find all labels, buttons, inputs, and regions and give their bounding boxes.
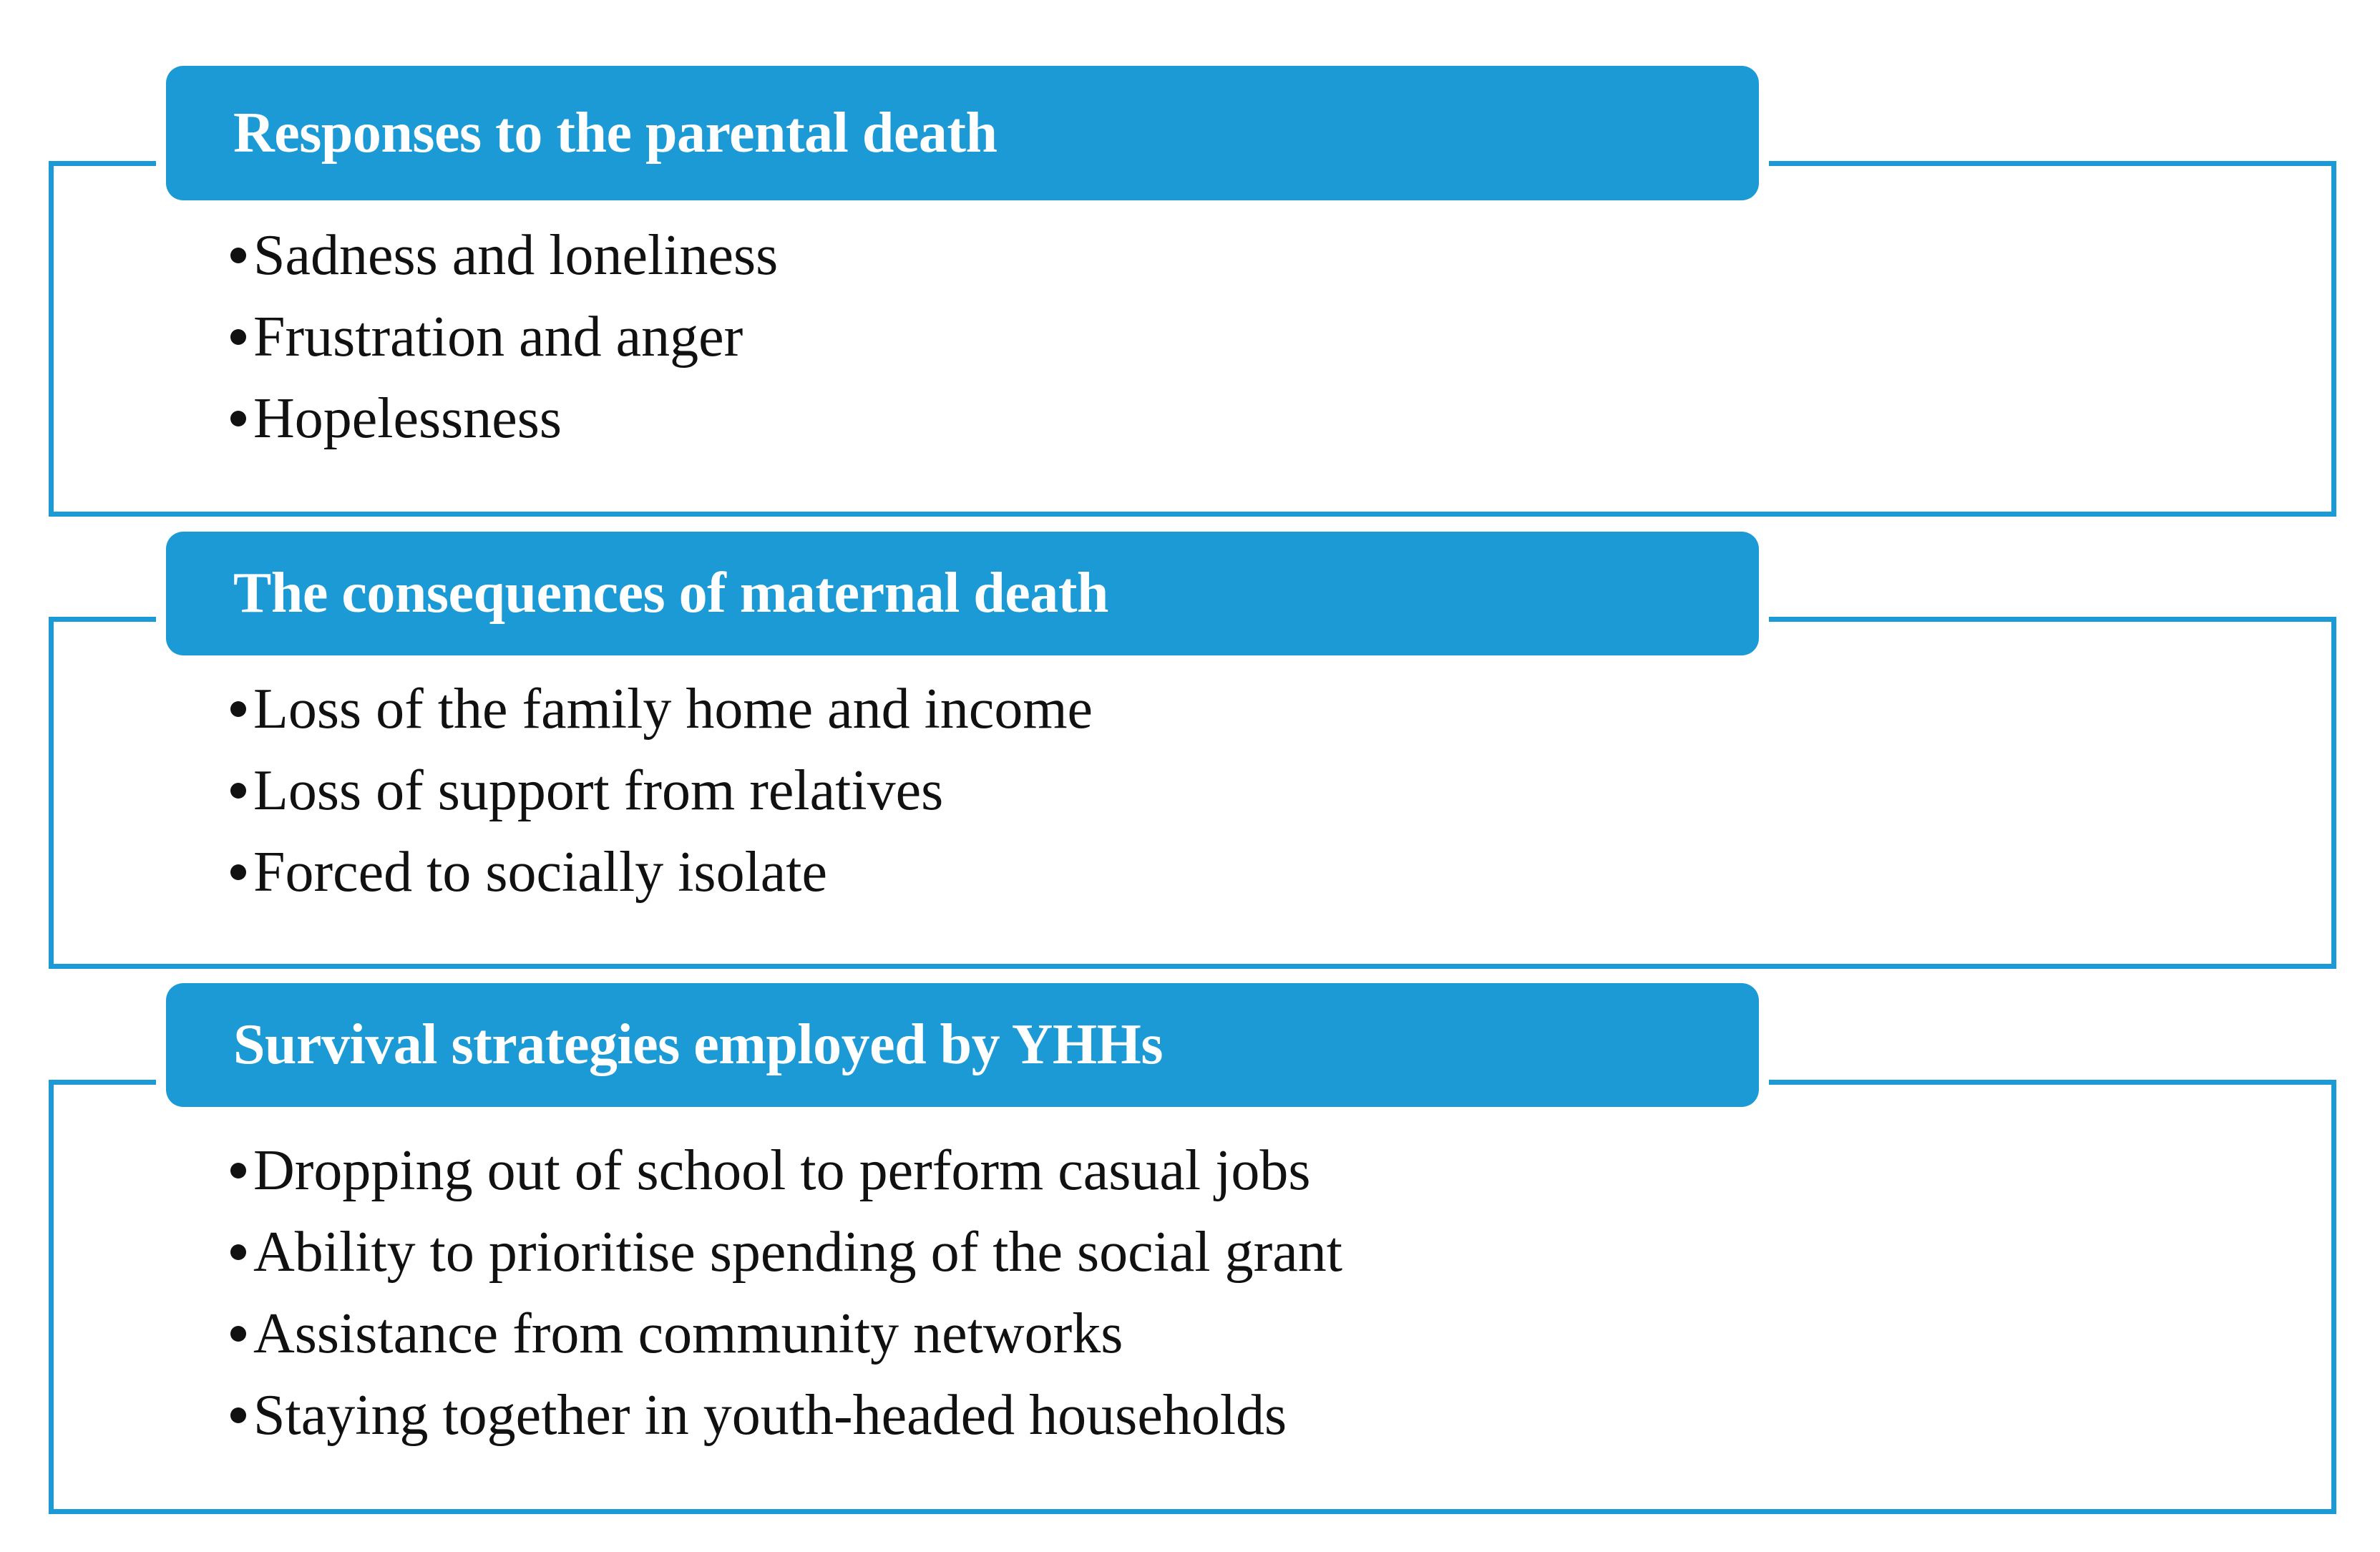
list-item-text: Staying together in youth-headed households: [253, 1384, 1287, 1447]
list-item-text: Forced to socially isolate: [253, 841, 828, 904]
section-item-list: [230, 1130, 1342, 1456]
bullet-icon: [230, 701, 246, 717]
list-item: [230, 1211, 1342, 1293]
bullet-icon: [230, 329, 246, 345]
list-item: [230, 215, 778, 296]
section-header: [166, 66, 1759, 200]
section-header: [166, 532, 1759, 655]
bullet-icon: [230, 248, 246, 263]
bullet-icon: [230, 783, 246, 799]
section-header: [166, 983, 1759, 1107]
list-item-text: Frustration and anger: [253, 306, 743, 369]
list-item: [230, 831, 1093, 913]
section-title: Survival strategies employed by YHHs: [233, 1013, 1163, 1076]
list-item-text: Hopelessness: [253, 387, 562, 450]
list-item-text: Assistance from community networks: [253, 1302, 1123, 1365]
list-item: [230, 378, 778, 459]
list-item: [230, 1130, 1342, 1211]
bullet-icon: [230, 1244, 246, 1260]
list-item: [230, 296, 778, 378]
list-item: [230, 750, 1093, 831]
list-item-text: Ability to prioritise spending of the social grant: [253, 1221, 1342, 1284]
bullet-icon: [230, 1326, 246, 1342]
list-item-text: Sadness and loneliness: [253, 224, 779, 287]
list-item: [230, 1375, 1342, 1456]
section-item-list: [230, 668, 1093, 913]
section-title: Responses to the parental death: [233, 101, 998, 165]
bullet-icon: [230, 411, 246, 426]
bullet-icon: [230, 1163, 246, 1178]
list-item: [230, 1293, 1342, 1375]
section-title: The consequences of maternal death: [233, 562, 1108, 625]
list-item-text: Loss of the family home and income: [253, 678, 1093, 741]
list-item-text: Dropping out of school to perform casual jobs: [253, 1139, 1311, 1202]
bullet-icon: [230, 1407, 246, 1423]
list-item: [230, 668, 1093, 750]
section-item-list: [230, 215, 778, 459]
list-item-text: Loss of support from relatives: [253, 759, 944, 822]
bullet-icon: [230, 864, 246, 880]
